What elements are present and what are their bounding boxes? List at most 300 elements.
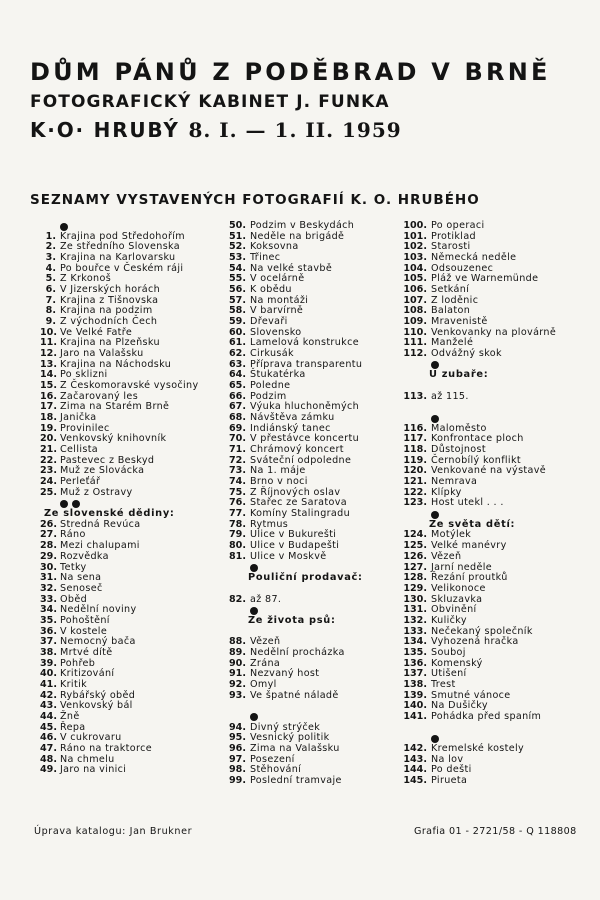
- item-number: 113.: [403, 390, 427, 402]
- item-title: Po bouřce v Českém ráji: [60, 262, 184, 274]
- item-number: 128.: [403, 572, 427, 584]
- item-number: 1.: [45, 230, 56, 242]
- item-title: Zima na Starém Brně: [60, 401, 170, 413]
- item-number: 52.: [229, 241, 246, 253]
- item-title: Ulice v Bukurešti: [250, 529, 337, 541]
- item-title: Krajina na podzim: [60, 305, 153, 317]
- item-title: Protiklad: [431, 230, 476, 242]
- item-title: Venkované na výstavě: [431, 465, 547, 477]
- item-number: 45.: [40, 721, 57, 733]
- item-number: 124.: [403, 529, 427, 541]
- item-title: Komíny Stalingradu: [250, 508, 351, 520]
- item-title: Na sena: [60, 572, 102, 584]
- list-item: [401, 680, 596, 691]
- item-number: 41.: [40, 678, 57, 690]
- item-title: Po sklizni: [60, 369, 108, 381]
- item-number: 29.: [40, 550, 57, 562]
- item-number: 70.: [229, 433, 246, 445]
- item-number: 48.: [40, 753, 57, 765]
- item-title: Z Krkonoš: [60, 273, 112, 285]
- list-item: [226, 776, 404, 787]
- item-number: 92.: [229, 678, 246, 690]
- item-number: 96.: [229, 742, 246, 754]
- list-item: [40, 765, 230, 776]
- item-title: Z loděnic: [431, 294, 479, 306]
- item-title: Koksovna: [250, 241, 299, 253]
- item-title: Setkání: [431, 284, 470, 296]
- item-title: Rytmus: [250, 518, 289, 530]
- date-range: 8. I. — 1. II. 1959: [188, 118, 402, 142]
- item-title: Na chmelu: [60, 753, 115, 765]
- item-number: 102.: [403, 241, 427, 253]
- item-title: Mravenistě: [431, 316, 488, 328]
- item-title: Ve Velké Fatře: [60, 326, 133, 338]
- item-title: Krajina na Náchodsku: [60, 358, 172, 370]
- item-title: Dřevaři: [250, 316, 288, 328]
- list-item: [401, 392, 596, 403]
- item-title: Maloměsto: [431, 422, 487, 434]
- item-number: 105.: [403, 273, 427, 285]
- item-number: 122.: [403, 486, 427, 498]
- item-title: Z východních Čech: [60, 316, 158, 328]
- item-title: Klípky: [431, 486, 462, 498]
- item-number: 139.: [403, 689, 427, 701]
- item-title: Odsouzenec: [431, 262, 494, 274]
- item-number: 138.: [403, 678, 427, 690]
- item-number: 94.: [229, 721, 246, 733]
- item-title: Chrámový koncert: [250, 444, 344, 456]
- item-title: Kritizování: [60, 668, 115, 680]
- item-number: 7.: [45, 294, 56, 306]
- list-item: [40, 552, 230, 563]
- item-title: Černobílý konflikt: [431, 454, 521, 466]
- catalog-credit: Úprava katalogu: Jan Brukner: [34, 826, 193, 837]
- item-number: 120.: [403, 465, 427, 477]
- item-number: 39.: [40, 657, 57, 669]
- list-item: [401, 498, 596, 509]
- print-code: Grafia 01 - 2721/58 - Q 118808: [414, 826, 577, 837]
- item-number: 107.: [403, 294, 427, 306]
- item-title: Nečekaný společník: [431, 625, 533, 637]
- item-title: Z Českomoravské vysočiny: [60, 380, 199, 392]
- item-number: 6.: [45, 284, 56, 296]
- list-item: [226, 691, 404, 702]
- item-title: Souboj: [431, 646, 466, 658]
- item-title: Starosti: [431, 241, 471, 253]
- item-number: 117.: [403, 433, 427, 445]
- item-number: 5.: [45, 273, 56, 285]
- item-number: 129.: [403, 582, 427, 594]
- bullet-dot-icon: [226, 563, 404, 574]
- bullet-dot-icon: [226, 712, 404, 723]
- item-title: Manželé: [431, 337, 474, 349]
- item-number: 127.: [403, 561, 427, 573]
- item-number: 17.: [40, 401, 57, 413]
- item-title: Cirkusák: [250, 348, 294, 360]
- item-number: 81.: [229, 550, 246, 562]
- item-number: 13.: [40, 358, 57, 370]
- item-number: 14.: [40, 369, 57, 381]
- item-title: Ze středního Slovenska: [60, 241, 181, 253]
- item-number: 100.: [403, 220, 427, 231]
- list-item: [40, 616, 230, 627]
- item-title: Oběd: [60, 593, 88, 605]
- item-number: 40.: [40, 668, 57, 680]
- list-item: [401, 616, 596, 627]
- item-number: 135.: [403, 646, 427, 658]
- item-number: 142.: [403, 742, 427, 754]
- item-number: 98.: [229, 764, 246, 776]
- item-title: Janička: [60, 412, 97, 424]
- item-title: Ráno na traktorce: [60, 742, 152, 754]
- item-number: 116.: [403, 422, 427, 434]
- item-number: 2.: [45, 241, 56, 253]
- item-title: Poslední tramvaje: [250, 774, 342, 786]
- item-title: Řezání proutků: [431, 572, 508, 584]
- list-item: [401, 349, 596, 360]
- item-title: Mrtvé dítě: [60, 646, 113, 658]
- item-number: 60.: [229, 326, 246, 338]
- item-number: 27.: [40, 529, 57, 541]
- item-title: Jaro na vinici: [60, 764, 127, 776]
- item-title: Posezení: [250, 753, 295, 765]
- item-title: Pohřeb: [60, 657, 96, 669]
- item-title: Senoseč: [60, 582, 103, 594]
- list-item: [40, 712, 230, 723]
- item-number: 24.: [40, 476, 57, 488]
- item-title: Divný strýček: [250, 721, 321, 733]
- item-number: 89.: [229, 646, 246, 658]
- item-number: 133.: [403, 625, 427, 637]
- list-item: [226, 648, 404, 659]
- item-title: V Jizerských horách: [60, 284, 161, 296]
- item-number: 38.: [40, 646, 57, 658]
- item-number: 88.: [229, 636, 246, 648]
- photo-list-column-1: [40, 221, 230, 776]
- item-number: 15.: [40, 380, 57, 392]
- item-title: Odvážný skok: [431, 348, 502, 360]
- item-title: Nezvaný host: [250, 668, 320, 680]
- item-number: 31.: [40, 572, 57, 584]
- item-title: Skluzavka: [431, 593, 483, 605]
- item-title: Na lov: [431, 753, 464, 765]
- item-number: 101.: [403, 230, 427, 242]
- item-number: 62.: [229, 348, 246, 360]
- item-number: 25.: [40, 486, 57, 498]
- bullet-dot-icon: [226, 605, 404, 616]
- item-title: Mezi chalupami: [60, 540, 140, 552]
- list-item: [401, 552, 596, 563]
- item-number: 18.: [40, 412, 57, 424]
- item-number: 144.: [403, 764, 427, 776]
- item-number: 53.: [229, 252, 246, 264]
- bullet-dots-icon: [40, 498, 230, 509]
- item-number: 19.: [40, 422, 57, 434]
- item-title: Zima na Valašsku: [250, 742, 340, 754]
- item-number: 143.: [403, 753, 427, 765]
- item-title: Provinilec: [60, 422, 110, 434]
- item-title: V barvírně: [250, 305, 304, 317]
- item-number: 141.: [403, 710, 427, 722]
- section-heading: Ze slovenské dědiny:: [44, 508, 175, 520]
- item-title: Pastevec z Beskyd: [60, 454, 155, 466]
- item-title: Muž ze Slovácka: [60, 465, 145, 477]
- item-title: Sváteční odpoledne: [250, 454, 352, 466]
- item-title: Po operaci: [431, 220, 485, 231]
- item-number: 91.: [229, 668, 246, 680]
- item-number: 93.: [229, 689, 246, 701]
- item-number: 9.: [45, 316, 56, 328]
- item-title: Na velké stavbě: [250, 262, 333, 274]
- item-title: Výuka hluchoněmých: [250, 401, 360, 413]
- item-title: Pláž ve Warnemünde: [431, 273, 539, 285]
- item-title: Velké manévry: [431, 540, 507, 552]
- item-title: Zrána: [250, 657, 281, 669]
- item-title: až 115.: [431, 390, 469, 402]
- item-number: 66.: [229, 390, 246, 402]
- list-heading: SEZNAMY VYSTAVENÝCH FOTOGRAFIÍ K. O. HRUBÉHO: [30, 192, 480, 208]
- item-title: Začarovaný les: [60, 390, 139, 402]
- bullet-dot-icon: [401, 733, 596, 744]
- item-number: 109.: [403, 316, 427, 328]
- item-title: Na Dušičky: [431, 700, 488, 712]
- item-title: Žně: [60, 710, 80, 722]
- item-number: 72.: [229, 454, 246, 466]
- item-number: 126.: [403, 550, 427, 562]
- item-title: Nemocný bača: [60, 636, 136, 648]
- section-heading: Pouliční prodavač:: [248, 572, 363, 584]
- list-item: [226, 552, 404, 563]
- item-title: Cellista: [60, 444, 99, 456]
- item-title: Balaton: [431, 305, 471, 317]
- item-title: Na 1. máje: [250, 465, 306, 477]
- item-number: 36.: [40, 625, 57, 637]
- exhibition-dates: [30, 118, 402, 142]
- item-number: 131.: [403, 604, 427, 616]
- item-title: Ulice v Moskvě: [250, 550, 327, 562]
- item-title: V kostele: [60, 625, 108, 637]
- item-title: Řepa: [60, 721, 86, 733]
- item-title: Ulice v Budapešti: [250, 540, 340, 552]
- item-number: 22.: [40, 454, 57, 466]
- item-number: 140.: [403, 700, 427, 712]
- item-number: 110.: [403, 326, 427, 338]
- item-title: Německá neděle: [431, 252, 517, 264]
- item-title: Rybářský oběd: [60, 689, 136, 701]
- item-number: 32.: [40, 582, 57, 594]
- item-title: Nedělní procházka: [250, 646, 345, 658]
- item-number: 20.: [40, 433, 57, 445]
- item-title: Utišení: [431, 668, 467, 680]
- item-number: 104.: [403, 262, 427, 274]
- item-number: 58.: [229, 305, 246, 317]
- item-title: Slovensko: [250, 326, 302, 338]
- item-number: 21.: [40, 444, 57, 456]
- item-number: 37.: [40, 636, 57, 648]
- item-number: 64.: [229, 369, 246, 381]
- item-number: 63.: [229, 358, 246, 370]
- item-title: Poledne: [250, 380, 291, 392]
- item-number: 77.: [229, 508, 246, 520]
- item-number: 4.: [45, 262, 56, 274]
- list-item: [40, 584, 230, 595]
- list-item: [401, 776, 596, 787]
- item-title: Venkovský bál: [60, 700, 133, 712]
- item-number: 59.: [229, 316, 246, 328]
- item-title: Smutné vánoce: [431, 689, 511, 701]
- item-title: Důstojnost: [431, 444, 486, 456]
- item-title: V přestávce koncertu: [250, 433, 360, 445]
- item-title: Pirueta: [431, 774, 468, 786]
- item-number: 50.: [229, 220, 246, 231]
- item-title: Lamelová konstrukce: [250, 337, 359, 349]
- item-title: Konfrontace ploch: [431, 433, 524, 445]
- item-number: 67.: [229, 401, 246, 413]
- item-title: Návštěva zámku: [250, 412, 335, 424]
- list-item: [40, 744, 230, 755]
- item-title: Podzim: [250, 390, 287, 402]
- item-number: 119.: [403, 454, 427, 466]
- item-number: 33.: [40, 593, 57, 605]
- list-item: [401, 712, 596, 723]
- item-number: 79.: [229, 529, 246, 541]
- item-number: 69.: [229, 422, 246, 434]
- item-number: 121.: [403, 476, 427, 488]
- item-title: Vyhozená hračka: [431, 636, 519, 648]
- item-title: Jarní neděle: [431, 561, 493, 573]
- item-title: V ocelárně: [250, 273, 305, 285]
- item-number: 8.: [45, 305, 56, 317]
- item-number: 134.: [403, 636, 427, 648]
- item-number: 130.: [403, 593, 427, 605]
- bullet-dot-icon: [401, 413, 596, 424]
- item-number: 23.: [40, 465, 57, 477]
- list-item: [40, 488, 230, 499]
- list-item: [226, 680, 404, 691]
- item-number: 3.: [45, 252, 56, 264]
- item-title: Rozvědka: [60, 550, 109, 562]
- item-number: 78.: [229, 518, 246, 530]
- item-title: Pohoštění: [60, 614, 110, 626]
- item-number: 10.: [40, 326, 57, 338]
- item-title: K obědu: [250, 284, 292, 296]
- item-number: 11.: [40, 337, 57, 349]
- item-number: 137.: [403, 668, 427, 680]
- item-number: 82.: [229, 593, 246, 605]
- item-title: Po dešti: [431, 764, 472, 776]
- item-number: 95.: [229, 732, 246, 744]
- photo-list-column-2: [226, 221, 404, 787]
- item-number: 55.: [229, 273, 246, 285]
- item-number: 123.: [403, 497, 427, 509]
- item-title: Tetky: [60, 561, 87, 573]
- page-title: DŮM PÁNŮ Z PODĚBRAD V BRNĚ: [30, 58, 551, 86]
- item-title: Ve špatné náladě: [250, 689, 339, 701]
- item-number: 12.: [40, 348, 57, 360]
- item-title: Nemrava: [431, 476, 478, 488]
- item-title: Omyl: [250, 678, 277, 690]
- list-item: [226, 744, 404, 755]
- item-title: Host utekl . . .: [431, 497, 504, 509]
- list-item: [226, 595, 404, 606]
- bullet-dot-icon: [401, 360, 596, 371]
- item-title: Indiánský tanec: [250, 422, 331, 434]
- item-number: 108.: [403, 305, 427, 317]
- section-heading: U zubaře:: [429, 369, 489, 381]
- item-title: Stěhování: [250, 764, 302, 776]
- item-number: 47.: [40, 742, 57, 754]
- item-title: Pohádka před spaním: [431, 710, 542, 722]
- item-number: 35.: [40, 614, 57, 626]
- photo-list-column-3: [401, 221, 596, 787]
- item-number: 80.: [229, 540, 246, 552]
- item-title: Z Říjnových oslav: [250, 486, 341, 498]
- item-title: Krajina z Tišnovska: [60, 294, 159, 306]
- item-title: Vězeň: [431, 550, 462, 562]
- item-number: 49.: [40, 764, 57, 776]
- item-number: 68.: [229, 412, 246, 424]
- item-number: 76.: [229, 497, 246, 509]
- item-title: Stařec ze Saratova: [250, 497, 347, 509]
- item-number: 65.: [229, 380, 246, 392]
- item-title: Krajina na Plzeňsku: [60, 337, 160, 349]
- item-number: 61.: [229, 337, 246, 349]
- list-item: [401, 584, 596, 595]
- item-number: 54.: [229, 262, 246, 274]
- bullet-dot-icon: [40, 221, 230, 232]
- item-number: 44.: [40, 710, 57, 722]
- item-title: Motýlek: [431, 529, 472, 541]
- item-number: 28.: [40, 540, 57, 552]
- item-number: 136.: [403, 657, 427, 669]
- item-number: 51.: [229, 230, 246, 242]
- item-title: Venkovanky na plovárně: [431, 326, 557, 338]
- item-title: Ráno: [60, 529, 86, 541]
- item-title: Trest: [431, 678, 456, 690]
- item-number: 103.: [403, 252, 427, 264]
- item-title: V cukrovaru: [60, 732, 122, 744]
- item-number: 71.: [229, 444, 246, 456]
- item-number: 46.: [40, 732, 57, 744]
- list-item: [40, 648, 230, 659]
- item-title: Neděle na brigádě: [250, 230, 345, 242]
- item-number: 30.: [40, 561, 57, 573]
- item-title: Velikonoce: [431, 582, 486, 594]
- item-number: 125.: [403, 540, 427, 552]
- item-title: Jaro na Valašsku: [60, 348, 144, 360]
- item-number: 34.: [40, 604, 57, 616]
- item-number: 56.: [229, 284, 246, 296]
- item-title: Vesnický politik: [250, 732, 330, 744]
- item-title: Štukatérka: [250, 369, 306, 381]
- item-number: 145.: [403, 774, 427, 786]
- item-number: 111.: [403, 337, 427, 349]
- item-title: Obvinění: [431, 604, 477, 616]
- item-title: Muž z Ostravy: [60, 486, 133, 498]
- item-title: Venkovský knihovník: [60, 433, 167, 445]
- list-item: [401, 744, 596, 755]
- bullet-dot-icon: [401, 509, 596, 520]
- item-title: Kritik: [60, 678, 87, 690]
- item-title: Příprava transparentu: [250, 358, 363, 370]
- item-title: Podzim v Beskydách: [250, 220, 355, 231]
- item-number: 132.: [403, 614, 427, 626]
- item-number: 74.: [229, 476, 246, 488]
- item-title: Kremelské kostely: [431, 742, 525, 754]
- item-number: 43.: [40, 700, 57, 712]
- item-number: 99.: [229, 774, 246, 786]
- item-title: Stredná Revúca: [60, 518, 141, 530]
